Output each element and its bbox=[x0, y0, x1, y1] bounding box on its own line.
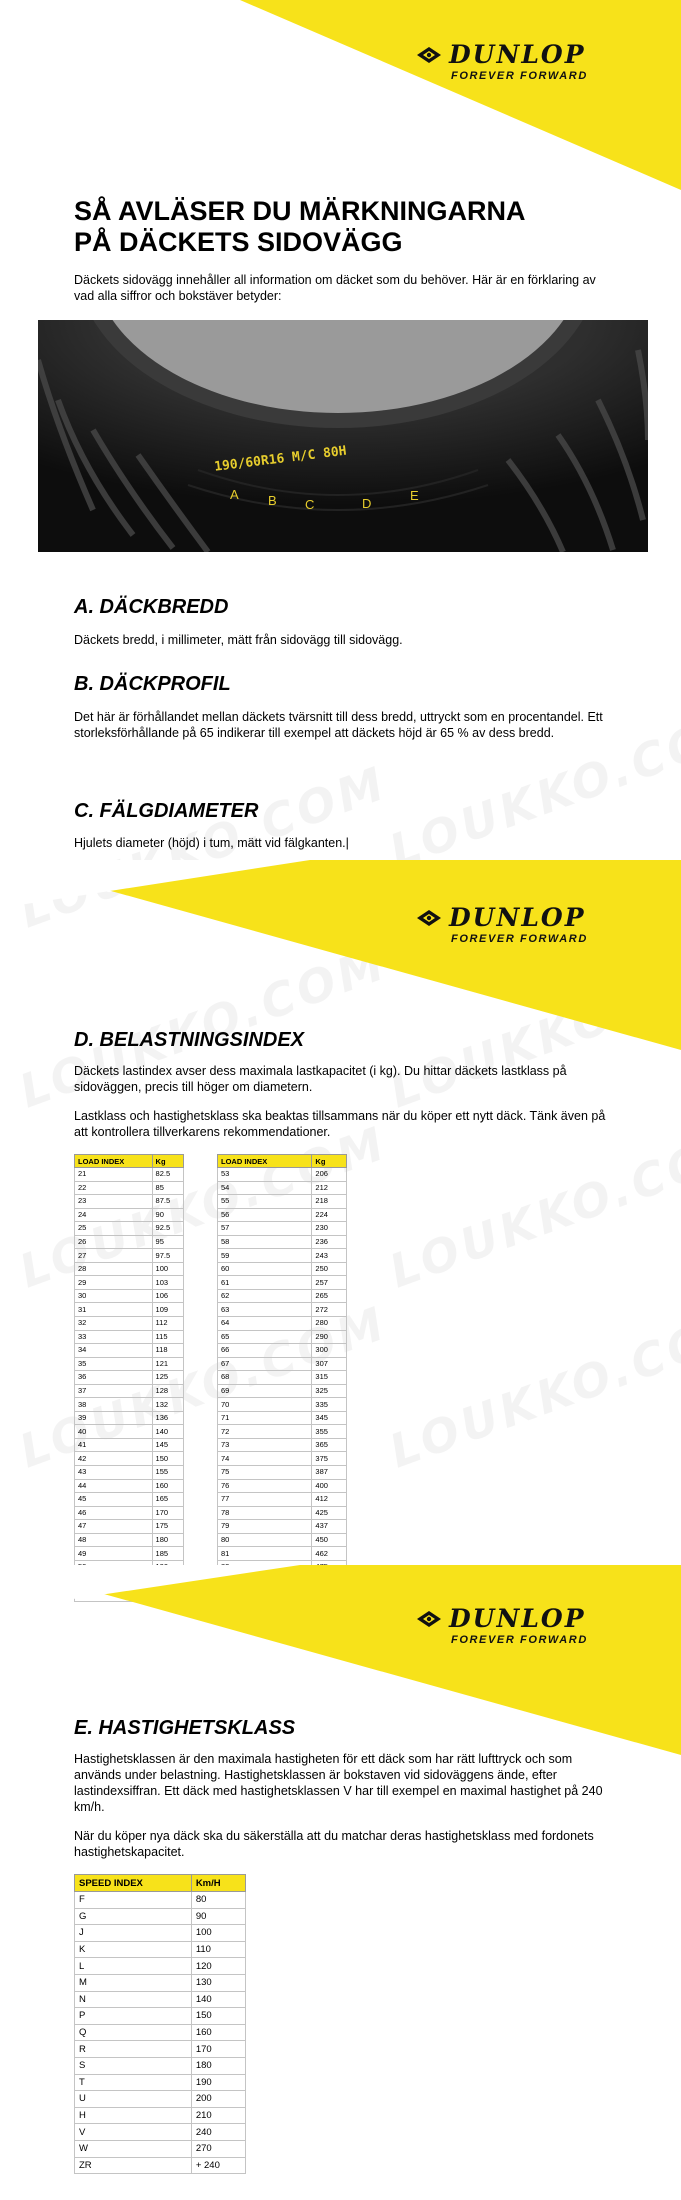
table-row bbox=[75, 1479, 184, 1493]
table-cell-index: 68 bbox=[218, 1371, 312, 1385]
table-row bbox=[218, 1493, 347, 1507]
table-cell-value: 180 bbox=[152, 1533, 183, 1547]
table-cell-index: K bbox=[75, 1941, 192, 1958]
dunlop-logo-3 bbox=[415, 1606, 588, 1646]
table-cell-index: 26 bbox=[75, 1235, 153, 1249]
table-row bbox=[75, 1398, 184, 1412]
table-cell-value: 140 bbox=[152, 1425, 183, 1439]
table-row bbox=[218, 1262, 347, 1276]
table-cell-index: 48 bbox=[75, 1533, 153, 1547]
table-cell-value: 325 bbox=[312, 1384, 347, 1398]
table-cell-value: 118 bbox=[152, 1344, 183, 1358]
table-cell-value: 240 bbox=[191, 2124, 245, 2141]
table-row bbox=[218, 1222, 347, 1236]
table-row bbox=[75, 1506, 184, 1520]
table-cell-index: 38 bbox=[75, 1398, 153, 1412]
table-cell-index: 39 bbox=[75, 1411, 153, 1425]
table-cell-value: 200 bbox=[191, 2091, 245, 2108]
table-cell-index: 66 bbox=[218, 1344, 312, 1358]
table-cell-value: 425 bbox=[312, 1506, 347, 1520]
table-cell-value: 175 bbox=[152, 1520, 183, 1534]
table-cell-value: 90 bbox=[152, 1208, 183, 1222]
table-row bbox=[75, 1317, 184, 1331]
table-row bbox=[75, 1303, 184, 1317]
table-cell-value: 206 bbox=[312, 1168, 347, 1182]
table-cell-value: 462 bbox=[312, 1547, 347, 1561]
table-cell-index: 32 bbox=[75, 1317, 153, 1331]
table-cell-value: 437 bbox=[312, 1520, 347, 1534]
header-banner-2 bbox=[0, 860, 681, 1050]
table-cell-index: N bbox=[75, 1991, 192, 2008]
col-header-load-index: LOAD INDEX bbox=[75, 1155, 153, 1168]
table-cell-value: 95 bbox=[152, 1235, 183, 1249]
table-cell-index: 25 bbox=[75, 1222, 153, 1236]
table-cell-value: 125 bbox=[152, 1371, 183, 1385]
table-cell-index: 61 bbox=[218, 1276, 312, 1290]
tire-sidewall-image bbox=[38, 320, 648, 552]
table-cell-index: 70 bbox=[218, 1398, 312, 1412]
table-cell-index: 62 bbox=[218, 1289, 312, 1303]
table-cell-index: 31 bbox=[75, 1303, 153, 1317]
tire-marking: 190/60R16 M/C 80H bbox=[213, 443, 348, 475]
load-index-table-2 bbox=[217, 1154, 347, 1588]
table-row bbox=[75, 2041, 246, 2058]
table-cell-value: 243 bbox=[312, 1249, 347, 1263]
table-cell-index: P bbox=[75, 2008, 192, 2025]
table-row bbox=[75, 2140, 246, 2157]
table-row bbox=[218, 1289, 347, 1303]
table-cell-value: 140 bbox=[191, 1991, 245, 2008]
dunlop-logo-2 bbox=[415, 905, 588, 945]
watermark-6 bbox=[382, 1116, 681, 1299]
table-cell-index: U bbox=[75, 2091, 192, 2108]
table-cell-value: 400 bbox=[312, 1479, 347, 1493]
table-cell-index: 80 bbox=[218, 1533, 312, 1547]
tire-letter-b: B bbox=[268, 493, 277, 508]
table-row bbox=[218, 1466, 347, 1480]
table-row bbox=[75, 2074, 246, 2091]
table-row bbox=[218, 1357, 347, 1371]
table-cell-value: + 240 bbox=[191, 2157, 245, 2174]
table-cell-value: 412 bbox=[312, 1493, 347, 1507]
table-row bbox=[75, 2157, 246, 2174]
table-cell-value: 185 bbox=[152, 1547, 183, 1561]
table-cell-index: 78 bbox=[218, 1506, 312, 1520]
tire-letter-c: C bbox=[305, 497, 315, 512]
table-row bbox=[75, 1235, 184, 1249]
table-row bbox=[75, 1330, 184, 1344]
table-cell-value: 120 bbox=[191, 1958, 245, 1975]
table-cell-value: 315 bbox=[312, 1371, 347, 1385]
brand-name: DUNLOP bbox=[449, 903, 586, 932]
table-cell-index: 23 bbox=[75, 1195, 153, 1209]
table-row bbox=[218, 1520, 347, 1534]
table-cell-index: 59 bbox=[218, 1249, 312, 1263]
table-cell-index: 76 bbox=[218, 1479, 312, 1493]
col-header-load-index: LOAD INDEX bbox=[218, 1155, 312, 1168]
table-row bbox=[75, 1452, 184, 1466]
table-cell-value: 210 bbox=[191, 2107, 245, 2124]
section-heading-a: A. DÄCKBREDD bbox=[74, 596, 229, 618]
table-cell-value: 92.5 bbox=[152, 1222, 183, 1236]
table-cell-index: 24 bbox=[75, 1208, 153, 1222]
table-row bbox=[218, 1276, 347, 1290]
table-cell-index: M bbox=[75, 1974, 192, 1991]
table-cell-index: 73 bbox=[218, 1438, 312, 1452]
table-cell-value: 170 bbox=[191, 2041, 245, 2058]
table-row bbox=[75, 2024, 246, 2041]
dunlop-flying-d-icon bbox=[415, 46, 443, 64]
table-cell-value: 212 bbox=[312, 1181, 347, 1195]
col-header-kg: Kg bbox=[312, 1155, 347, 1168]
table-row bbox=[218, 1411, 347, 1425]
table-row bbox=[75, 1892, 246, 1909]
table-cell-value: 257 bbox=[312, 1276, 347, 1290]
table-cell-index: 47 bbox=[75, 1520, 153, 1534]
brand-tagline: FOREVER FORWARD bbox=[451, 1634, 588, 1646]
table-cell-index: J bbox=[75, 1925, 192, 1942]
table-row bbox=[75, 1262, 184, 1276]
table-cell-index: 63 bbox=[218, 1303, 312, 1317]
table-cell-index: 21 bbox=[75, 1168, 153, 1182]
table-cell-value: 90 bbox=[191, 1908, 245, 1925]
table-row bbox=[218, 1384, 347, 1398]
table-cell-index: 54 bbox=[218, 1181, 312, 1195]
table-row bbox=[75, 2057, 246, 2074]
table-row bbox=[218, 1547, 347, 1561]
table-row bbox=[75, 2107, 246, 2124]
table-row bbox=[218, 1181, 347, 1195]
table-cell-value: 106 bbox=[152, 1289, 183, 1303]
table-cell-index: 60 bbox=[218, 1262, 312, 1276]
table-cell-index: 30 bbox=[75, 1289, 153, 1303]
table-cell-index: 71 bbox=[218, 1411, 312, 1425]
table-cell-value: 190 bbox=[191, 2074, 245, 2091]
table-row bbox=[75, 2008, 246, 2025]
table-cell-index: 41 bbox=[75, 1438, 153, 1452]
table-cell-value: 130 bbox=[191, 1974, 245, 1991]
watermark-8 bbox=[382, 1296, 681, 1479]
table-cell-index: 69 bbox=[218, 1384, 312, 1398]
table-cell-value: 250 bbox=[312, 1262, 347, 1276]
table-row bbox=[218, 1533, 347, 1547]
table-row bbox=[75, 1195, 184, 1209]
table-row bbox=[218, 1452, 347, 1466]
table-cell-value: 365 bbox=[312, 1438, 347, 1452]
table-row bbox=[75, 1493, 184, 1507]
section-heading-c: C. FÄLGDIAMETER bbox=[74, 800, 259, 822]
table-cell-value: 300 bbox=[312, 1344, 347, 1358]
table-row bbox=[218, 1371, 347, 1385]
table-cell-index: T bbox=[75, 2074, 192, 2091]
table-row bbox=[218, 1235, 347, 1249]
table-row bbox=[75, 1958, 246, 1975]
tire-letter-d: D bbox=[362, 496, 372, 511]
brand-tagline: FOREVER FORWARD bbox=[451, 933, 588, 945]
table-row bbox=[75, 1533, 184, 1547]
table-row bbox=[75, 1438, 184, 1452]
table-row bbox=[75, 1411, 184, 1425]
table-row bbox=[75, 1974, 246, 1991]
table-cell-value: 103 bbox=[152, 1276, 183, 1290]
table-cell-value: 80 bbox=[191, 1892, 245, 1909]
table-row bbox=[218, 1398, 347, 1412]
col-header-speed-index: SPEED INDEX bbox=[75, 1875, 192, 1892]
section-heading-e: E. HASTIGHETSKLASS bbox=[74, 1717, 296, 1739]
table-cell-value: 97.5 bbox=[152, 1249, 183, 1263]
table-cell-index: 27 bbox=[75, 1249, 153, 1263]
table-cell-value: 236 bbox=[312, 1235, 347, 1249]
page-title-line2: PÅ DÄCKETS SIDOVÄGG bbox=[74, 227, 403, 257]
section-text-a: Däckets bredd, i millimeter, mätt från sidovägg till sidovägg. bbox=[74, 633, 403, 647]
table-cell-index: R bbox=[75, 2041, 192, 2058]
table-cell-index: 43 bbox=[75, 1466, 153, 1480]
table-row bbox=[75, 1276, 184, 1290]
table-cell-index: 79 bbox=[218, 1520, 312, 1534]
table-cell-index: 42 bbox=[75, 1452, 153, 1466]
table-row bbox=[75, 1908, 246, 1925]
tire-letter-a: A bbox=[230, 487, 239, 502]
intro-text: Däckets sidovägg innehåller all information om däcket som du behöver. Här är en förklaring av vad alla siffror och bokstäver betyder: bbox=[74, 273, 596, 303]
table-row bbox=[75, 2091, 246, 2108]
section-text-d1: Däckets lastindex avser dess maximala lastkapacitet (i kg). Du hittar däckets lastklass på sidoväggen, precis till höger om diametern. bbox=[74, 1064, 567, 1094]
table-cell-value: 335 bbox=[312, 1398, 347, 1412]
table-cell-index: Q bbox=[75, 2024, 192, 2041]
table-cell-index: ZR bbox=[75, 2157, 192, 2174]
table-cell-index: 46 bbox=[75, 1506, 153, 1520]
table-row bbox=[75, 1384, 184, 1398]
table-cell-index: 77 bbox=[218, 1493, 312, 1507]
table-cell-value: 170 bbox=[152, 1506, 183, 1520]
table-cell-value: 450 bbox=[312, 1533, 347, 1547]
table-cell-value: 307 bbox=[312, 1357, 347, 1371]
table-row bbox=[218, 1249, 347, 1263]
table-cell-value: 224 bbox=[312, 1208, 347, 1222]
table-row bbox=[75, 1344, 184, 1358]
section-text-d2: Lastklass och hastighetsklass ska beaktas tillsammans när du köper ett nytt däck. Tänk även på att kontrollera tillverkarens rekommendationer. bbox=[74, 1109, 606, 1139]
table-cell-value: 87.5 bbox=[152, 1195, 183, 1209]
table-row bbox=[75, 1547, 184, 1561]
table-cell-value: 272 bbox=[312, 1303, 347, 1317]
table-cell-value: 100 bbox=[152, 1262, 183, 1276]
table-cell-value: 165 bbox=[152, 1493, 183, 1507]
section-text-c: Hjulets diameter (höjd) i tum, mätt vid fälgkanten.| bbox=[74, 836, 349, 850]
table-cell-value: 150 bbox=[152, 1452, 183, 1466]
section-heading-b: B. DÄCKPROFIL bbox=[74, 673, 231, 695]
load-index-table-1 bbox=[74, 1154, 184, 1602]
table-cell-index: 64 bbox=[218, 1317, 312, 1331]
table-cell-value: 280 bbox=[312, 1317, 347, 1331]
table-cell-index: 49 bbox=[75, 1547, 153, 1561]
table-cell-value: 82.5 bbox=[152, 1168, 183, 1182]
table-cell-value: 115 bbox=[152, 1330, 183, 1344]
table-cell-value: 112 bbox=[152, 1317, 183, 1331]
table-cell-value: 132 bbox=[152, 1398, 183, 1412]
table-cell-index: V bbox=[75, 2124, 192, 2141]
table-cell-index: 44 bbox=[75, 1479, 153, 1493]
table-cell-value: 128 bbox=[152, 1384, 183, 1398]
table-cell-index: F bbox=[75, 1892, 192, 1909]
table-cell-index: 22 bbox=[75, 1181, 153, 1195]
table-cell-index: 29 bbox=[75, 1276, 153, 1290]
table-row bbox=[218, 1506, 347, 1520]
table-cell-value: 218 bbox=[312, 1195, 347, 1209]
table-cell-index: 56 bbox=[218, 1208, 312, 1222]
table-cell-value: 121 bbox=[152, 1357, 183, 1371]
table-row bbox=[218, 1330, 347, 1344]
dunlop-logo-1 bbox=[415, 42, 588, 82]
table-cell-value: 85 bbox=[152, 1181, 183, 1195]
table-row bbox=[218, 1195, 347, 1209]
table-cell-index: 28 bbox=[75, 1262, 153, 1276]
table-cell-index: 55 bbox=[218, 1195, 312, 1209]
table-row bbox=[218, 1425, 347, 1439]
table-cell-index: L bbox=[75, 1958, 192, 1975]
table-cell-index: 57 bbox=[218, 1222, 312, 1236]
dunlop-flying-d-icon bbox=[415, 1610, 443, 1628]
tire-letter-e: E bbox=[410, 488, 419, 503]
table-cell-value: 270 bbox=[191, 2140, 245, 2157]
table-cell-index: 67 bbox=[218, 1357, 312, 1371]
table-cell-index: 74 bbox=[218, 1452, 312, 1466]
section-text-e2: När du köper nya däck ska du säkerställa att du matchar deras hastighetsklass med fordonets hastighetskapacitet. bbox=[74, 1829, 594, 1859]
brand-name: DUNLOP bbox=[449, 40, 586, 69]
table-row bbox=[75, 1168, 184, 1182]
table-row bbox=[218, 1438, 347, 1452]
table-row bbox=[75, 1181, 184, 1195]
table-cell-value: 355 bbox=[312, 1425, 347, 1439]
table-row bbox=[75, 1520, 184, 1534]
table-cell-value: 109 bbox=[152, 1303, 183, 1317]
table-cell-index: 37 bbox=[75, 1384, 153, 1398]
table-row bbox=[75, 1208, 184, 1222]
col-header-kg: Kg bbox=[152, 1155, 183, 1168]
table-cell-index: 65 bbox=[218, 1330, 312, 1344]
table-cell-index: 75 bbox=[218, 1466, 312, 1480]
table-row bbox=[218, 1479, 347, 1493]
table-cell-value: 387 bbox=[312, 1466, 347, 1480]
table-cell-value: 145 bbox=[152, 1438, 183, 1452]
table-cell-index: 45 bbox=[75, 1493, 153, 1507]
table-cell-index: 53 bbox=[218, 1168, 312, 1182]
table-row bbox=[75, 1249, 184, 1263]
table-cell-value: 265 bbox=[312, 1289, 347, 1303]
table-cell-value: 375 bbox=[312, 1452, 347, 1466]
table-cell-value: 180 bbox=[191, 2057, 245, 2074]
table-cell-index: H bbox=[75, 2107, 192, 2124]
dunlop-flying-d-icon bbox=[415, 909, 443, 927]
table-cell-value: 290 bbox=[312, 1330, 347, 1344]
brand-tagline: FOREVER FORWARD bbox=[451, 70, 588, 82]
table-row bbox=[75, 1371, 184, 1385]
section-text-e1: Hastighetsklassen är den maximala hastigheten för ett däck som har rätt lufttryck och som används under belastning. Hastighetsklassen är bokstaven vid sidoväggens ände, efter lastindexsiffran. Ett däck med hastighetsklassen V har till exempel en maximal hastighet på 240 km/h. bbox=[74, 1752, 603, 1814]
table-cell-index: 81 bbox=[218, 1547, 312, 1561]
table-cell-value: 345 bbox=[312, 1411, 347, 1425]
table-cell-index: W bbox=[75, 2140, 192, 2157]
table-row bbox=[75, 1991, 246, 2008]
table-cell-value: 100 bbox=[191, 1925, 245, 1942]
table-cell-index: 58 bbox=[218, 1235, 312, 1249]
table-row bbox=[218, 1168, 347, 1182]
table-cell-value: 230 bbox=[312, 1222, 347, 1236]
table-row bbox=[75, 1466, 184, 1480]
header-banner-1 bbox=[0, 0, 681, 190]
table-cell-index: 40 bbox=[75, 1425, 153, 1439]
table-cell-index: G bbox=[75, 1908, 192, 1925]
table-row bbox=[75, 1222, 184, 1236]
speed-index-table bbox=[74, 1874, 246, 2174]
table-cell-value: 136 bbox=[152, 1411, 183, 1425]
table-cell-index: 36 bbox=[75, 1371, 153, 1385]
table-cell-value: 155 bbox=[152, 1466, 183, 1480]
table-row bbox=[75, 1357, 184, 1371]
table-cell-index: 33 bbox=[75, 1330, 153, 1344]
table-cell-index: 34 bbox=[75, 1344, 153, 1358]
table-row bbox=[75, 2124, 246, 2141]
table-row bbox=[75, 1425, 184, 1439]
table-row bbox=[75, 1289, 184, 1303]
table-cell-value: 160 bbox=[152, 1479, 183, 1493]
table-cell-index: 35 bbox=[75, 1357, 153, 1371]
table-row bbox=[218, 1317, 347, 1331]
table-cell-value: 110 bbox=[191, 1941, 245, 1958]
table-cell-index: 72 bbox=[218, 1425, 312, 1439]
table-row bbox=[218, 1344, 347, 1358]
col-header-kmh: Km/H bbox=[191, 1875, 245, 1892]
table-row bbox=[75, 1925, 246, 1942]
brand-name: DUNLOP bbox=[449, 1604, 586, 1633]
table-row bbox=[75, 1941, 246, 1958]
page-title-line1: SÅ AVLÄSER DU MÄRKNINGARNA bbox=[74, 196, 526, 226]
table-cell-value: 150 bbox=[191, 2008, 245, 2025]
table-row bbox=[218, 1208, 347, 1222]
section-text-b: Det här är förhållandet mellan däckets tvärsnitt till dess bredd, uttryckt som en procentandel. Ett storleksförhållande på 65 indikerar till exempel att däckets höjd är 65 % av dess bredd. bbox=[74, 710, 603, 740]
table-cell-index: S bbox=[75, 2057, 192, 2074]
table-row bbox=[218, 1303, 347, 1317]
section-heading-d: D. BELASTNINGSINDEX bbox=[74, 1029, 305, 1051]
table-cell-value: 160 bbox=[191, 2024, 245, 2041]
